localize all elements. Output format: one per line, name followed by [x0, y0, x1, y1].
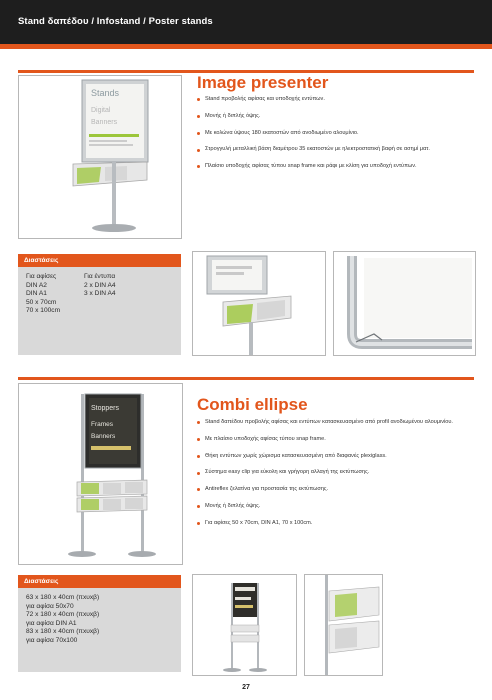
- feature-item: Με κολώνα ύψους 180 εκατοστών από ανοδιωμένο αλουμίνιο.: [197, 130, 477, 138]
- product-title: Combi ellipse: [197, 395, 308, 414]
- poster-text-2: Frames: [91, 421, 114, 428]
- specs-table: [18, 588, 181, 672]
- specs-heading: Διαστάσεις: [18, 575, 181, 588]
- spec-value: 72 x 180 x 40cm (πxυxβ): [26, 611, 100, 619]
- poster-text-3: Banners: [91, 119, 118, 126]
- spec-value: 50 x 70cm: [26, 298, 57, 306]
- poster-text-1: Stoppers: [91, 405, 120, 412]
- section-divider: [18, 377, 474, 380]
- feature-list: [197, 96, 477, 171]
- feature-item: Stand δαπέδου προβολής αφίσας και εντύπων κατασκευασμένο από profil ανοδιωμένου αλουμινίου.: [197, 419, 475, 427]
- detail-photo-stand-front: [192, 574, 297, 676]
- specs-leaflet-column: [84, 273, 116, 299]
- spec-value: για αφίσα DIN A1: [26, 619, 77, 627]
- combi-ellipse-illustration: [19, 384, 182, 564]
- detail-photo-leaflet-pocket: [304, 574, 383, 676]
- spec-value: 63 x 180 x 40cm (πxυxβ): [26, 594, 100, 601]
- feature-item: Θήκη εντύπων χωρίς χώρισμα κατασκευασμένη από διαφανές plexiglass.: [197, 453, 477, 461]
- feature-item: Στρογγυλή μεταλλική βάση διαμέτρου 35 εκατοστών με ηλεκτροστατική βαφή σε ασημί ματ.: [197, 146, 445, 154]
- header-title: Stand δαπέδου / Infostand / Poster stands: [18, 16, 213, 27]
- spec-value: 70 x 100cm: [26, 307, 61, 315]
- poster-text-3: Banners: [91, 433, 116, 440]
- feature-item: Σύστημα easy clip για εύκολη και γρήγορη αλλαγή της εκτύπωσης.: [197, 469, 477, 477]
- spec-value: DIN A1: [26, 290, 47, 298]
- poster-text-1: Stands: [91, 88, 120, 98]
- page-header: [0, 0, 492, 44]
- feature-item: Μονής ή διπλής όψης.: [197, 113, 477, 121]
- detail-photo-frame-corner: [333, 251, 476, 356]
- spec-value: για αφίσα 50x70: [26, 602, 74, 610]
- feature-item: Antireflex ζελατίνα για προστασία της εκτύπωσης.: [197, 486, 477, 494]
- specs-table: [18, 267, 181, 355]
- feature-list: [197, 419, 477, 528]
- product-photo-image-presenter: [18, 75, 182, 239]
- spec-value: 83 x 180 x 40cm (πxυxβ): [26, 628, 100, 636]
- frame-corner-illustration: [334, 252, 475, 355]
- specs-heading: Διαστάσεις: [18, 254, 181, 267]
- detail-photo-tray: [192, 251, 326, 356]
- specs-list: [26, 594, 173, 646]
- tray-detail-illustration: [193, 252, 325, 355]
- spec-value: για αφίσα 70x100: [26, 636, 78, 644]
- spec-col-title: Για αφίσες: [26, 273, 57, 280]
- spec-col-title: Για έντυπα: [84, 273, 116, 280]
- product-title: Image presenter: [197, 73, 329, 92]
- spec-value: DIN A2: [26, 281, 47, 289]
- poster-text-2: Digital: [91, 107, 111, 114]
- feature-item: Με πλαίσιο υποδοχής αφίσας τύπου snap frame.: [197, 436, 477, 444]
- spec-value: 2 x DIN A4: [84, 281, 116, 289]
- header-accent-bar: [0, 44, 492, 49]
- stand-front-illustration: [193, 575, 296, 675]
- feature-item: Stand προβολής αφίσας και υποδοχής εντύπων.: [197, 96, 477, 104]
- feature-item: Για αφίσες 50 x 70cm, DIN A1, 70 x 100cm.: [197, 520, 477, 528]
- leaflet-pocket-illustration: [305, 575, 382, 675]
- feature-item: Πλαίσιο υποδοχής αφίσας τύπου snap frame και ράφι με κλίση για υποδοχή εντύπων.: [197, 163, 477, 171]
- page-number: 27: [242, 684, 250, 691]
- spec-value: 3 x DIN A4: [84, 290, 116, 298]
- feature-item: Μονής ή διπλής όψης.: [197, 503, 477, 511]
- specs-poster-column: [26, 273, 60, 316]
- product-photo-combi-ellipse: [18, 383, 183, 565]
- image-presenter-illustration: [19, 76, 181, 238]
